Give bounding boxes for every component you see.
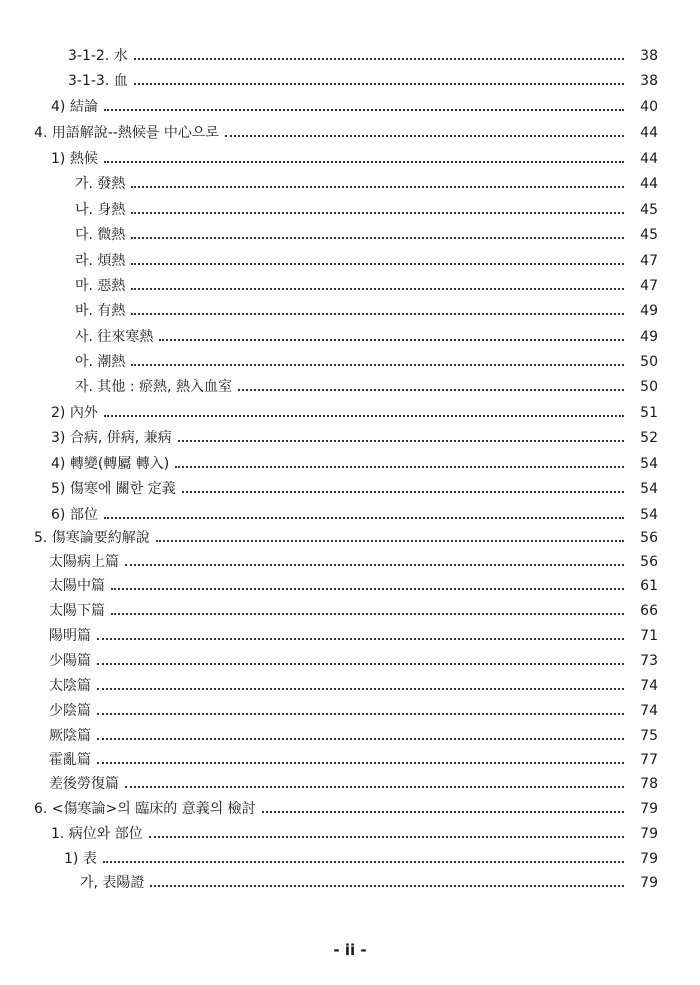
toc-entry-page-number: 45: [640, 202, 658, 218]
dot-leader: [125, 564, 624, 566]
toc-entry-page-number: 38: [640, 73, 658, 89]
toc-entry: [0, 822, 700, 846]
toc-entry-title: 가. 發熱: [75, 176, 126, 192]
toc-entry-title: 4) 轉變(轉屬 轉入): [51, 456, 170, 472]
toc-entry: [0, 574, 700, 598]
toc-entry: [0, 325, 700, 349]
toc-entry: [0, 724, 700, 748]
toc-entry-page-number: 54: [640, 456, 658, 472]
dot-leader: [131, 313, 624, 315]
toc-entry: [0, 147, 700, 171]
toc-entry-page-number: 51: [640, 405, 658, 421]
dot-leader: [134, 83, 624, 85]
toc-entry-page-number: 73: [640, 653, 658, 669]
toc-entry-page-number: 44: [640, 125, 658, 141]
toc-entry-title: 3-1-2. 水: [68, 48, 128, 64]
dot-leader: [156, 540, 624, 542]
dot-leader: [131, 212, 624, 214]
toc-entry-page-number: 45: [640, 227, 658, 243]
toc-entry-page-number: 77: [640, 752, 658, 768]
dot-leader: [97, 663, 624, 665]
toc-entry-title: 라. 煩熱: [75, 253, 126, 269]
toc-entry: [0, 477, 700, 501]
toc-entry-title: 5) 傷寒에 關한 定義: [51, 481, 176, 497]
toc-entry-page-number: 71: [640, 628, 658, 644]
toc-entry-page-number: 56: [640, 530, 658, 546]
toc-entry-page-number: 54: [640, 481, 658, 497]
toc-entry-title: 5. 傷寒論要約解說: [34, 530, 150, 546]
toc-entry-title: 1) 表: [64, 851, 97, 867]
dot-leader: [104, 109, 624, 111]
toc-entry-page-number: 47: [640, 253, 658, 269]
toc-entry: [0, 526, 700, 550]
toc-entry-title: 太陽病上篇: [49, 554, 119, 570]
dot-leader: [111, 588, 624, 590]
toc-entry: [0, 772, 700, 796]
dot-leader: [262, 811, 624, 813]
dot-leader: [97, 713, 624, 715]
toc-entry: [0, 550, 700, 574]
toc-entry: [0, 95, 700, 119]
toc-entry-title: 太陽下篇: [49, 603, 105, 619]
toc-entry-title: 사. 往來寒熱: [75, 329, 154, 345]
toc-entry: [0, 847, 700, 871]
dot-leader: [131, 237, 624, 239]
toc-entry: [0, 674, 700, 698]
toc-entry-title: 3-1-3. 血: [68, 73, 128, 89]
toc-entry-page-number: 79: [640, 851, 658, 867]
toc-entry-title: 差後勞復篇: [49, 776, 119, 792]
toc-entry-title: 3) 合病, 併病, 兼病: [51, 430, 172, 446]
toc-entry-page-number: 49: [640, 329, 658, 345]
dot-leader: [103, 861, 624, 863]
dot-leader: [149, 836, 624, 838]
toc-entry-title: 가, 表陽證: [80, 875, 145, 891]
toc-entry-page-number: 44: [640, 176, 658, 192]
toc-entry-title: 陽明篇: [49, 628, 91, 644]
toc-entry: [0, 274, 700, 298]
toc-entry-page-number: 47: [640, 278, 658, 294]
dot-leader: [178, 440, 624, 442]
toc-entry-title: 太陽中篇: [49, 578, 105, 594]
dot-leader: [131, 364, 624, 366]
dot-leader: [104, 161, 624, 163]
dot-leader: [175, 466, 624, 468]
toc-entry-page-number: 49: [640, 303, 658, 319]
toc-entry-page-number: 66: [640, 603, 658, 619]
toc-entry-page-number: 52: [640, 430, 658, 446]
toc-entry-title: 아. 潮熱: [75, 354, 126, 370]
toc-entry-page-number: 74: [640, 678, 658, 694]
toc-entry-title: 6. <傷寒論>의 臨床的 意義의 檢討: [34, 801, 256, 817]
toc-entry: [0, 350, 700, 374]
toc-entry-page-number: 61: [640, 578, 658, 594]
toc-entry-page-number: 74: [640, 703, 658, 719]
toc-entry-title: 마. 惡熱: [75, 278, 126, 294]
toc-entry-page-number: 79: [640, 875, 658, 891]
dot-leader: [238, 389, 624, 391]
toc-entry: [0, 198, 700, 222]
dot-leader: [131, 288, 624, 290]
dot-leader: [104, 415, 624, 417]
toc-entry: [0, 299, 700, 323]
toc-entry: [0, 223, 700, 247]
dot-leader: [182, 491, 624, 493]
toc-entry: [0, 624, 700, 648]
toc-entry-page-number: 50: [640, 354, 658, 370]
toc-entry: [0, 121, 700, 145]
dot-leader: [131, 186, 624, 188]
dot-leader: [159, 339, 624, 341]
dot-leader: [134, 58, 624, 60]
toc-entry: [0, 401, 700, 425]
toc-entry: [0, 172, 700, 196]
toc-entry: [0, 503, 700, 527]
toc-entry: [0, 797, 700, 821]
dot-leader: [97, 638, 624, 640]
toc-entry-title: 나. 身熱: [75, 202, 126, 218]
toc-entry-page-number: 75: [640, 728, 658, 744]
toc-entry-title: 4. 用語解說--熱候를 中心으로: [34, 125, 219, 141]
toc-entry-page-number: 50: [640, 379, 658, 395]
dot-leader: [131, 263, 624, 265]
toc-entry: [0, 69, 700, 93]
dot-leader: [97, 688, 624, 690]
toc-entry-page-number: 79: [640, 826, 658, 842]
page-number: - ii -: [333, 941, 367, 959]
toc-entry: [0, 748, 700, 772]
toc-entry-page-number: 56: [640, 554, 658, 570]
toc-entry-page-number: 78: [640, 776, 658, 792]
toc-entry-title: 少陽篇: [49, 653, 91, 669]
toc-entry: [0, 426, 700, 450]
toc-entry: [0, 452, 700, 476]
toc-entry: [0, 375, 700, 399]
toc-entry-page-number: 40: [640, 99, 658, 115]
dot-leader: [97, 738, 624, 740]
dot-leader: [111, 613, 624, 615]
toc-entry: [0, 649, 700, 673]
toc-entry-title: 2) 內外: [51, 405, 98, 421]
toc-entry: [0, 699, 700, 723]
toc-entry-title: 太陰篇: [49, 678, 91, 694]
toc-entry-title: 1. 病位와 部位: [51, 826, 143, 842]
toc-entry-title: 霍亂篇: [49, 752, 91, 768]
toc-entry-title: 少陰篇: [49, 703, 91, 719]
toc-entry: [0, 599, 700, 623]
toc-entry-page-number: 79: [640, 801, 658, 817]
dot-leader: [225, 135, 624, 137]
toc-entry-page-number: 38: [640, 48, 658, 64]
toc-entry-title: 1) 熱候: [51, 151, 98, 167]
toc-entry-title: 바. 有熱: [75, 303, 126, 319]
toc-entry: [0, 249, 700, 273]
toc-entry-title: 厥陰篇: [49, 728, 91, 744]
toc-entry-title: 자. 其他 : 瘀熱, 熱入血室: [75, 379, 232, 395]
dot-leader: [125, 786, 624, 788]
toc-entry: [0, 871, 700, 895]
dot-leader: [150, 885, 624, 887]
toc-entry-title: 다. 微熱: [75, 227, 126, 243]
toc-entry-page-number: 44: [640, 151, 658, 167]
dot-leader: [104, 517, 624, 519]
toc-entry-page-number: 54: [640, 507, 658, 523]
toc-entry-title: 6) 部位: [51, 507, 98, 523]
toc-entry-title: 4) 結論: [51, 99, 98, 115]
dot-leader: [97, 762, 624, 764]
toc-entry: [0, 44, 700, 68]
